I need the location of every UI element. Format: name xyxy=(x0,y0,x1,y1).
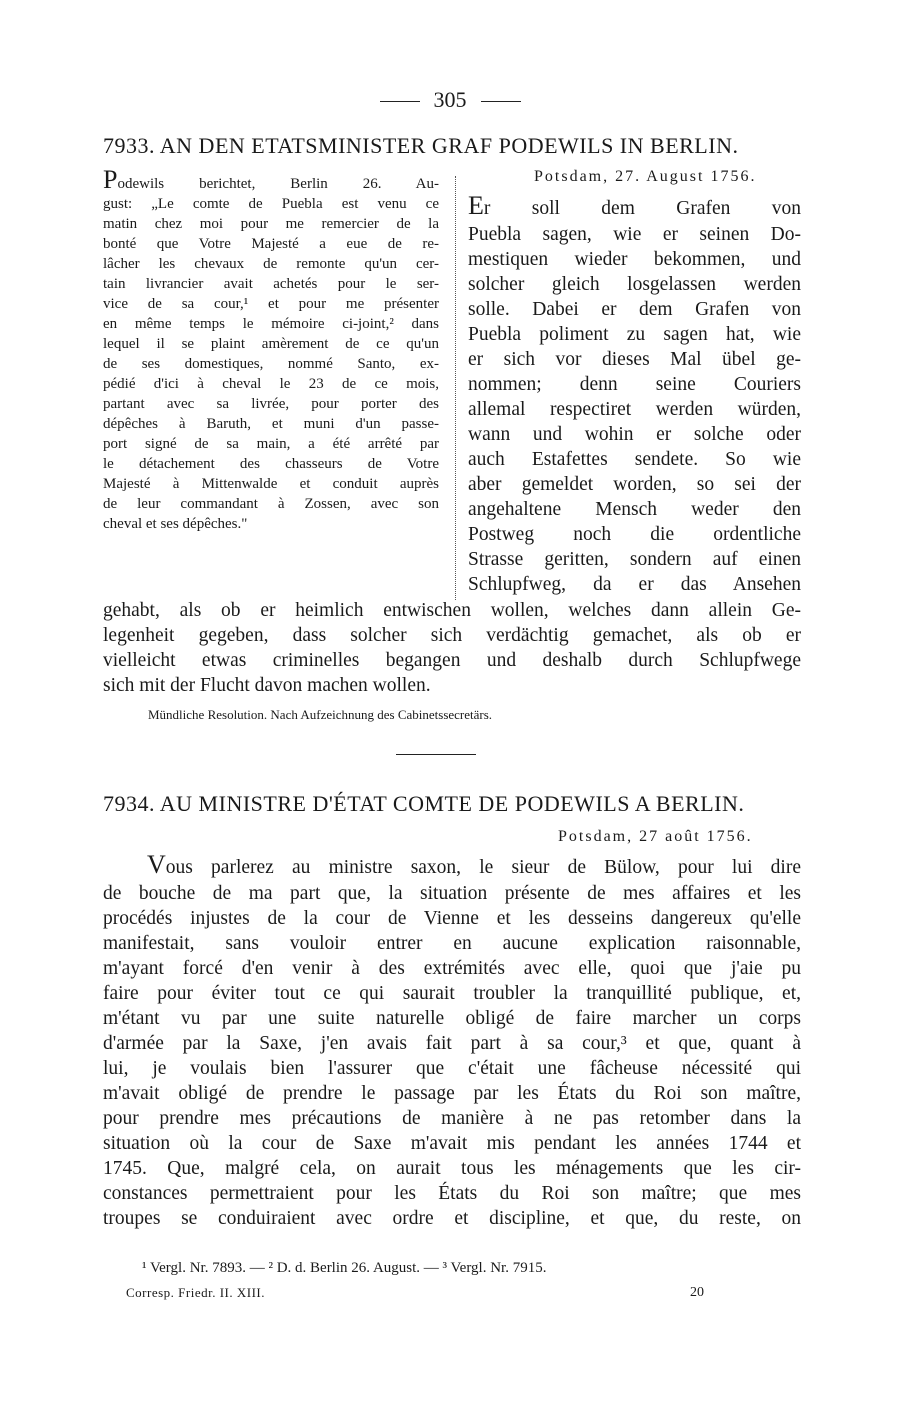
left-initial: P xyxy=(103,165,118,194)
left-line: de ses domestiques, nommé Santo, ex- xyxy=(103,356,439,372)
right-line: Postweg noch die ordentliche xyxy=(468,524,801,545)
left-line: bonté que Votre Majesté a eue de re- xyxy=(103,236,439,252)
full-line: gehabt, als ob er heimlich entwischen wollen, welches dann allein Ge- xyxy=(103,600,801,621)
right-line: allemal respectiret werden würden, xyxy=(468,399,801,420)
body-line: pour prendre mes précautions de manière à ne pas retomber dans la xyxy=(103,1108,801,1129)
left-line: Majesté à Mittenwalde et conduit auprès xyxy=(103,476,439,492)
right-line: Puebla poliment zu sagen hat, wie xyxy=(468,324,801,345)
body-line: manifestait, sans vouloir entrer en aucune explication raisonnable, xyxy=(103,933,801,954)
left-line: lâcher les chevaux de remonte qu'un cer- xyxy=(103,256,439,272)
column-separator xyxy=(455,176,456,600)
right-line: wann und wohin er solche oder xyxy=(468,424,801,445)
letter-7934-heading: 7934. AU MINISTRE D'ÉTAT COMTE DE PODEWILS A BERLIN. xyxy=(103,791,745,816)
body-line: de bouche de ma part que, la situation présente de mes affaires et les xyxy=(103,883,801,904)
full-line: vielleicht etwas criminelles begangen und deshalb durch Schlupfwege xyxy=(103,650,801,671)
right-initial: E xyxy=(468,191,484,220)
right-line: auch Estafettes sendete. So wie xyxy=(468,449,801,470)
right-line: Puebla sagen, wie er seinen Do- xyxy=(468,224,801,245)
letter-7933-dateline: Potsdam, 27. August 1756. xyxy=(534,168,757,185)
left-line: pédié d'ici à cheval le 23 de ce mois, xyxy=(103,376,439,392)
body-line: d'armée par la Saxe, j'en avais fait part à sa cour,³ et que, quant à xyxy=(103,1033,801,1054)
footnotes: ¹ Vergl. Nr. 7893. — ² D. d. Berlin 26. August. — ³ Vergl. Nr. 7915. xyxy=(142,1260,547,1276)
signature-line: Corresp. Friedr. II. XIII. xyxy=(126,1285,265,1300)
right-line: aber gemeldet worden, so sei der xyxy=(468,474,801,495)
left-line: cheval et ses dépêches." xyxy=(103,516,248,532)
page-number: 305 xyxy=(0,86,900,114)
right-line: nommen; denn seine Couriers xyxy=(468,374,801,395)
page-number-rule-left xyxy=(380,101,420,102)
letter-7933-heading: 7933. AN DEN ETATSMINISTER GRAF PODEWILS IN BERLIN. xyxy=(103,133,739,158)
right-line: mestiquen wieder bekommen, und xyxy=(468,249,801,270)
body-line: m'avait obligé de prendre le passage par les États du Roi son maître, xyxy=(103,1083,801,1104)
body-initial: V xyxy=(147,850,166,879)
left-line: le détachement des chasseurs de Votre xyxy=(103,456,439,472)
body-line: procédés injustes de la cour de Vienne et les desseins dangereux qu'elle xyxy=(103,908,801,929)
left-line: vice de sa cour,¹ et pour me présenter xyxy=(103,296,439,312)
body-line: 1745. Que, malgré cela, on aurait tous les ménagements que les cir- xyxy=(103,1158,801,1179)
left-line: port signé de sa main, a été arrêté par xyxy=(103,436,439,452)
right-line: solcher gleich losgelassen werden xyxy=(468,274,801,295)
right-line: er sich vor dieses Mal übel ge- xyxy=(468,349,801,370)
right-line: Strasse geritten, sondern auf einen xyxy=(468,549,801,570)
section-divider xyxy=(396,754,476,755)
body-line: constances permettraient pour les États du Roi son maître; que mes xyxy=(103,1183,801,1204)
body-line: m'ayant forcé d'en venir à des extrémités avec elle, quoi que j'aie pu xyxy=(103,958,801,979)
page-number-rule-right xyxy=(481,101,521,102)
left-line: partant avec sa livrée, pour porter des xyxy=(103,396,439,412)
body-line: m'étant vu par une suite naturelle obligé de faire marcher un corps xyxy=(103,1008,801,1029)
right-line: solle. Dabei er dem Grafen von xyxy=(468,299,801,320)
left-line: tain livrancier avait achetés pour le ser- xyxy=(103,276,439,292)
right-line: angehaltene Mensch weder den xyxy=(468,499,801,520)
left-line: en même temps le mémoire ci-joint,² dans xyxy=(103,316,439,332)
body-line: faire pour éviter tout ce qui saurait troubler la tranquillité publique, et, xyxy=(103,983,801,1004)
body-line: Vous parlerez au ministre saxon, le sieur de Bülow, pour lui dire xyxy=(147,850,801,879)
full-line: sich mit der Flucht davon machen wollen. xyxy=(103,675,431,696)
body-line: lui, je voulais bien l'assurer que c'était une fâcheuse nécessité qui xyxy=(103,1058,801,1079)
right-line: Schlupfweg, da er das Ansehen xyxy=(468,574,801,595)
letter-7934-dateline: Potsdam, 27 août 1756. xyxy=(558,828,753,845)
body-line: troupes se conduiraient avec ordre et discipline, et que, du reste, on xyxy=(103,1208,801,1229)
left-line: matin chez moi pour me remercier de la xyxy=(103,216,439,232)
body-line: situation où la cour de Saxe m'avait mis pendant les années 1744 et xyxy=(103,1133,801,1154)
left-line: de leur commandant à Zossen, avec son xyxy=(103,496,439,512)
source-note: Mündliche Resolution. Nach Aufzeichnung des Cabinetssecretärs. xyxy=(148,707,493,722)
full-line: legenheit gegeben, dass solcher sich verdächtig gemachet, als ob er xyxy=(103,625,801,646)
right-line: Er soll dem Grafen von xyxy=(468,191,801,220)
left-line: Podewils berichtet, Berlin 26. Au- xyxy=(103,165,439,194)
left-line: lequel il se plaint amèrement de ce qu'un xyxy=(103,336,439,352)
left-line: gust: „Le comte de Puebla est venu ce xyxy=(103,196,439,212)
left-line: dépêches à Baruth, et muni d'un passe- xyxy=(103,416,439,432)
sheet-number: 20 xyxy=(690,1285,704,1300)
